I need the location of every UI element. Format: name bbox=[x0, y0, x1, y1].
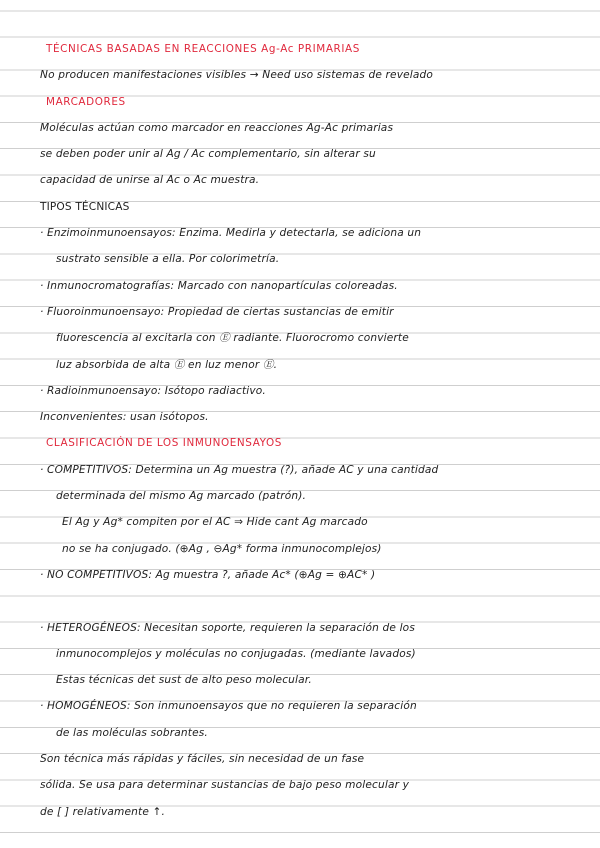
subheading-tipos-tecnicas: TIPOS TÉCNICAS bbox=[40, 200, 130, 213]
note-line: · Fluoroinmunoensayo: Propiedad de ciertas sustancias de emitir bbox=[40, 305, 394, 318]
heading-marcadores: MARCADORES bbox=[46, 95, 126, 108]
blank-line bbox=[0, 588, 600, 614]
note-line: · COMPETITIVOS: Determina un Ag muestra (?), añade AC y una cantidad bbox=[40, 463, 439, 476]
note-line: capacidad de unirse al Ac o Ac muestra. bbox=[40, 174, 260, 187]
note-line: Inconvenientes: usan isótopos. bbox=[40, 411, 209, 424]
note-line: de [ ] relativamente ↑. bbox=[40, 805, 166, 818]
notes-lines bbox=[0, 44, 600, 833]
note-line: inmunocomplejos y moléculas no conjugadas. (mediante lavados) bbox=[56, 647, 416, 660]
note-line: · Enzimoinmunoensayos: Enzima. Medirla y detectarla, se adiciona un bbox=[40, 227, 422, 240]
heading-tecnicas-basadas: TÉCNICAS BASADAS EN REACCIONES Ag-Ac PRIMARIAS bbox=[46, 43, 360, 55]
note-line: · HOMOGÉNEOS: Son inmunoensayos que no requieren la separación bbox=[40, 700, 417, 713]
note-line: Moléculas actúan como marcador en reacciones Ag-Ac primarias bbox=[40, 121, 394, 134]
note-line: de las moléculas sobrantes. bbox=[56, 726, 208, 739]
note-line: luz absorbida de alta Ⓔ en luz menor Ⓔ. bbox=[56, 358, 278, 371]
note-line: · HETEROGÉNEOS: Necesitan soporte, requieren la separación de los bbox=[40, 621, 415, 634]
note-line: El Ag y Ag* compiten por el AC ⇒ Hide cant Ag marcado bbox=[62, 516, 368, 529]
note-line: Son técnica más rápidas y fáciles, sin necesidad de un fase bbox=[40, 753, 365, 766]
note-line: fluorescencia al excitarla con Ⓔ radiante. Fluorocromo convierte bbox=[56, 332, 409, 345]
note-line: sustrato sensible a ella. Por colorimetría. bbox=[56, 253, 280, 266]
note-line: sólida. Se usa para determinar sustancias de bajo peso molecular y bbox=[40, 779, 410, 792]
note-line: · Inmunocromatografías: Marcado con nanopartículas coloreadas. bbox=[40, 279, 398, 292]
note-line: · Radioinmunoensayo: Isótopo radiactivo. bbox=[40, 384, 266, 397]
note-line: Estas técnicas det sust de alto peso molecular. bbox=[56, 674, 312, 687]
note-line: no se ha conjugado. (⊕Ag , ⊖Ag* forma inmunocomplejos) bbox=[62, 542, 382, 555]
note-line: determinada del mismo Ag marcado (patrón). bbox=[56, 490, 307, 503]
note-line: se deben poder unir al Ag / Ac complementario, sin alterar su bbox=[40, 148, 376, 161]
note-line: No producen manifestaciones visibles → Need uso sistemas de revelado bbox=[40, 69, 434, 82]
note-line: · NO COMPETITIVOS: Ag muestra ?, añade Ac* (⊕Ag = ⊕AC* ) bbox=[40, 568, 376, 581]
heading-clasificacion: CLASIFICACIÓN DE LOS INMUNOENSAYOS bbox=[46, 437, 282, 450]
